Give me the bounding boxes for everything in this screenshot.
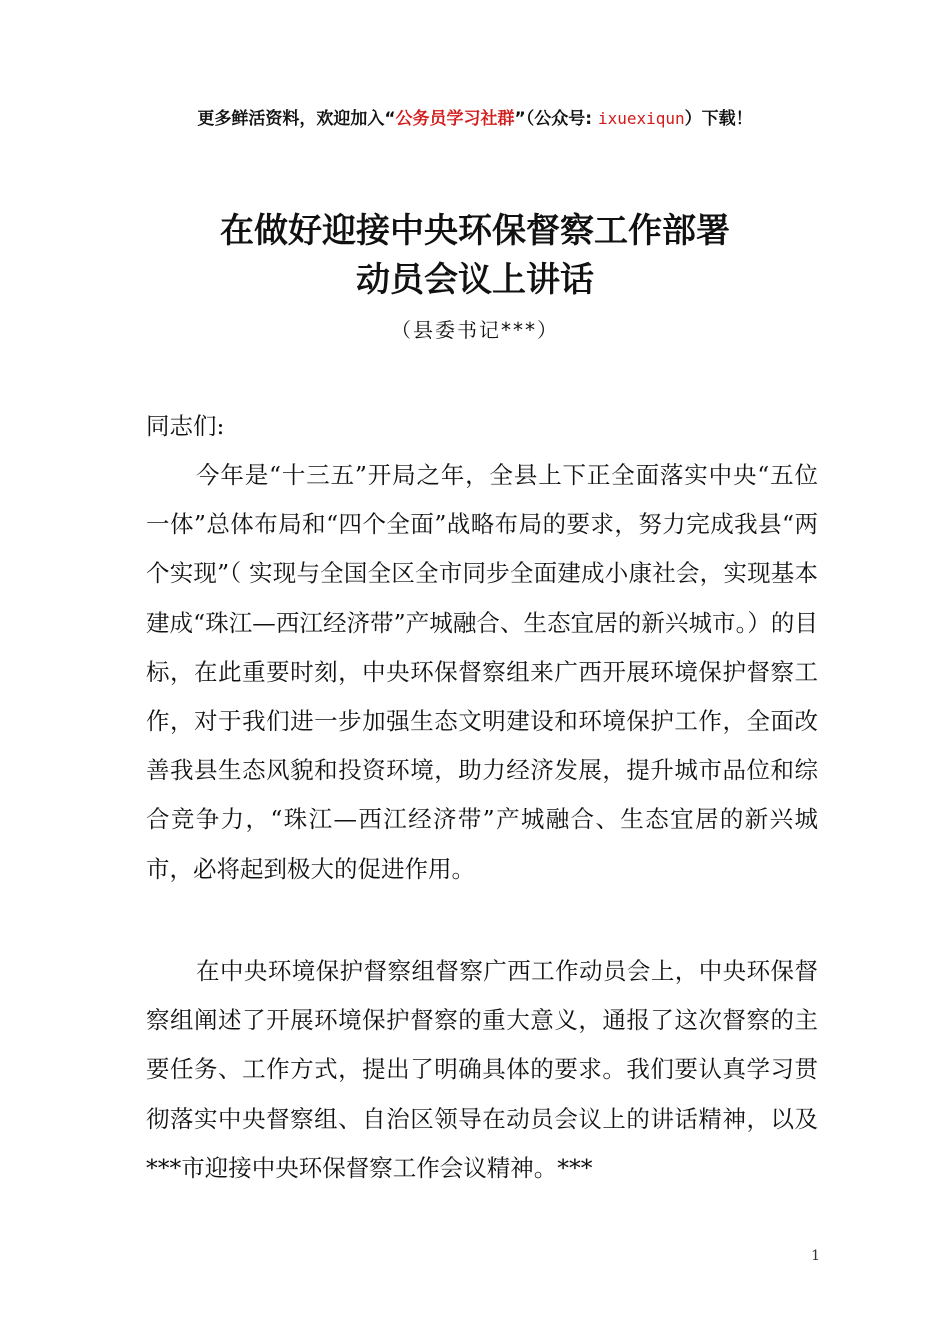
promo-group-name: 公务员学习社群 bbox=[395, 109, 515, 129]
document-title-line-2: 动员会议上讲话 bbox=[356, 260, 594, 300]
promo-suffix: ）下载！ bbox=[684, 109, 753, 129]
document-byline: （县委书记***） bbox=[391, 318, 559, 342]
promo-prefix: 更多鲜活资料，欢迎加入“ bbox=[197, 109, 396, 129]
document-title-line-1: 在做好迎接中央环保督察工作部署 bbox=[220, 211, 730, 251]
promo-account: ixuexiqun bbox=[597, 109, 685, 128]
page-number: 1 bbox=[811, 1248, 820, 1264]
promo-middle: ”（公众号: bbox=[514, 109, 598, 129]
promo-banner bbox=[0, 104, 950, 129]
paragraph-2: 在中央环境保护督察组督察广西工作动员会上，中央环保督察组阐述了开展环境保护督察的重大意义，通报了这次督察的主要任务、工作方式，提出了明确具体的要求。我们要认真学习贯彻落实中央督察组、自治区领导在动员会议上的讲话精神，以及***市迎接中央环保督察工作会议精神。*** bbox=[146, 957, 818, 1182]
paragraph-1: 今年是“十三五”开局之年，全县上下正全面落实中央“五位一体”总体布局和“四个全面”战略布局的要求，努力完成我县“两个实现”（ 实现与全国全区全市同步全面建成小康社会，实现基本建成“珠江—西江经济带”产城融合、生态宜居的新兴城市。）的目标，在此重要时刻，中央环保督察组来广西开展环境保护督察工作，对于我们进一步加强生态文明建设和环境保护工作，全面改善我县生态风貌和投资环境，助力经济发展，提升城市品位和综合竞争力，“珠江—西江经济带”产城融合、生态宜居的新兴城市，必将起到极大的促进作用。 bbox=[146, 461, 818, 883]
greeting: 同志们: bbox=[146, 412, 225, 440]
